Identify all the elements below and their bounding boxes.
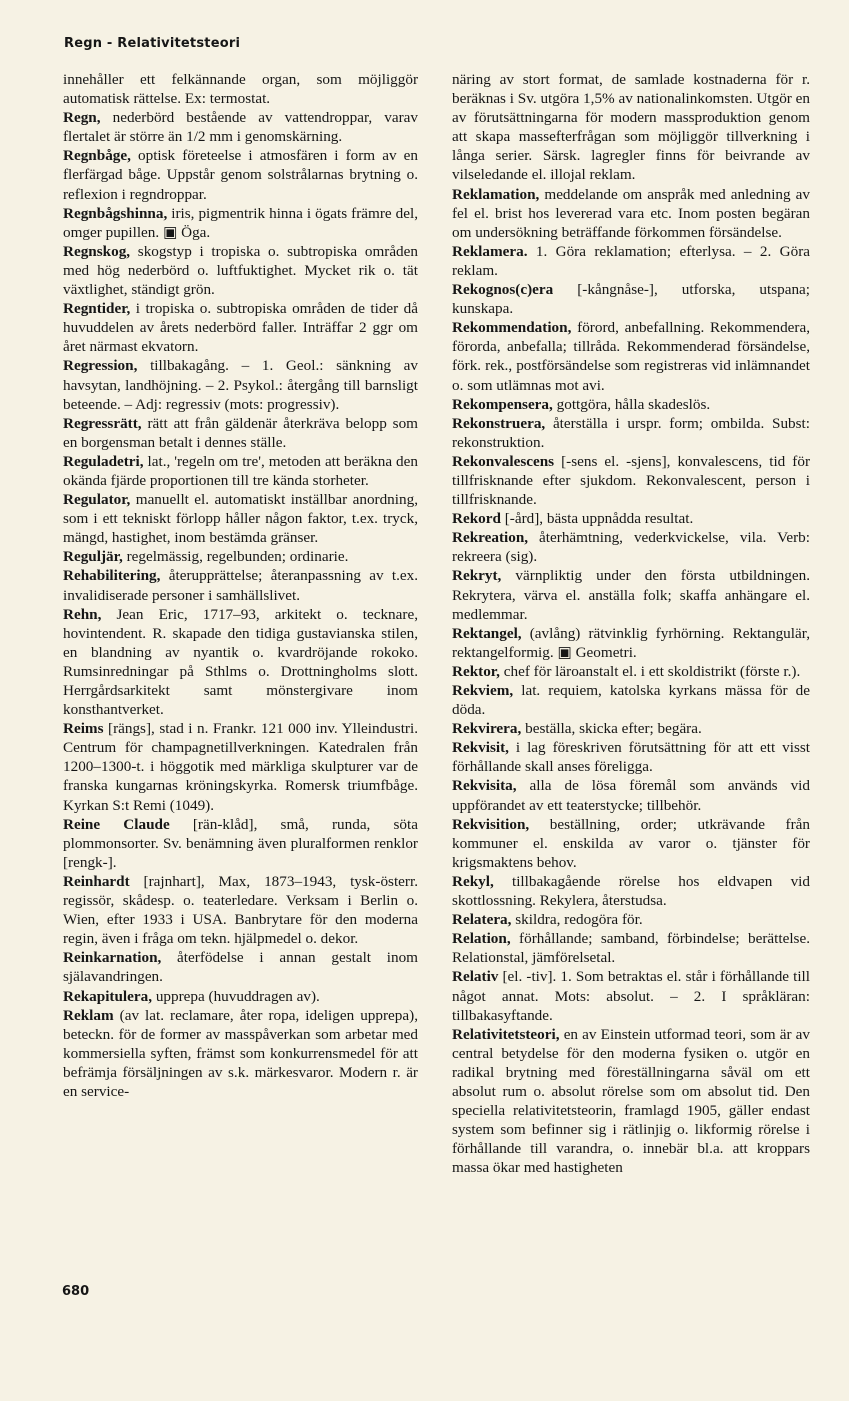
dictionary-entry bbox=[452, 509, 810, 528]
page-number: 680 bbox=[62, 1284, 90, 1299]
entry-headword: Rekyl, bbox=[452, 872, 494, 890]
entry-definition: (avlång) rätvinklig fyrhörning. Rektangulär, rektangelformig. ▣ Geometri. bbox=[452, 624, 810, 661]
entry-definition: optisk företeelse i atmosfären i form av en flerfärgad båge. Uppstår genom solstrålarnas brytning o. reflexion i regndroppar. bbox=[63, 147, 418, 203]
dictionary-entry bbox=[63, 490, 418, 547]
entry-headword: Relation, bbox=[452, 930, 511, 948]
dictionary-entry bbox=[452, 967, 810, 1024]
dictionary-entry bbox=[63, 299, 418, 356]
entry-headword: Rekognos(c)era bbox=[452, 281, 554, 299]
dictionary-entry bbox=[63, 605, 418, 720]
entry-definition: nederbörd bestående av vattendroppar, varav flertalet är större än 1/2 mm i genomskärning. bbox=[63, 109, 418, 146]
entry-headword: Reinkarnation, bbox=[63, 949, 162, 967]
dictionary-entry bbox=[452, 70, 810, 185]
entry-definition: [rän-klåd], små, runda, söta plommonsorter. Sv. benämning även pluralformen renklor [rengk-]. bbox=[63, 815, 418, 871]
entry-headword: Regression, bbox=[63, 357, 138, 375]
right-column bbox=[452, 70, 810, 1177]
entry-headword: Reklam bbox=[63, 1006, 114, 1024]
entry-headword: Reinhardt bbox=[63, 872, 130, 890]
entry-headword: Regn, bbox=[63, 109, 101, 127]
entry-definition: tillbakagång. – 1. Geol.: sänkning av havsytan, landhöjning. – 2. Psykol.: återgång till barnsligt beteende. – Adj: regressiv (mots: progressiv). bbox=[63, 357, 418, 413]
entry-definition: [rajnhart], Max, 1873–1943, tysk-österr. regissör, skådesp. o. teaterledare. Verksam i Berlin o. Wien, efter 1933 i USA. Banbrytare för den moderna regin, även i fråga om tekn. hjälpmedel o. dekor. bbox=[63, 872, 418, 948]
entry-definition: [-sens el. -sjens], konvalescens, tid för tillfrisknande efter sjukdom. Rekonvalescent, person i tillfrisknande. bbox=[452, 452, 810, 509]
entry-headword: Regntider, bbox=[63, 300, 131, 318]
entry-definition: rätt att från gäldenär återkräva belopp som en borgensman betalt i dennes ställe. bbox=[63, 414, 418, 451]
dictionary-entry bbox=[63, 108, 418, 146]
entry-headword: Rekapitulera, bbox=[63, 987, 153, 1005]
entry-definition: (av lat. reclamare, åter ropa, ideligen upprepa), beteckn. för de former av masspåverkan som arbetar med kommersiella syften, främst som konkurrensmedel för att befrämja försäljningen av s.k. märkesvaror. Modern r. är en service- bbox=[63, 1006, 418, 1100]
entry-headword: Rekvisit, bbox=[452, 739, 509, 757]
entry-definition: lat. requiem, katolska kyrkans mässa för de döda. bbox=[452, 682, 810, 719]
entry-headword: Rekompensera, bbox=[452, 395, 553, 413]
entry-headword: Relativitetsteori, bbox=[452, 1025, 560, 1043]
dictionary-entry bbox=[452, 738, 810, 776]
entry-definition: näring av stort format, de samlade kostnaderna för r. beräknas i Sv. utgöra 1,5% av nationalinkomsten. Utgör en av förutsättningarna för modern massproduktion genom att skapa massefterfrågan som möjliggör tillverkning i långa serier. Särsk. lagregler finns för beivrande av vilseledande el. illojal reklam. bbox=[452, 71, 810, 184]
entry-definition: [-ård], bästa uppnådda resultat. bbox=[500, 510, 694, 528]
dictionary-entry bbox=[63, 987, 418, 1006]
entry-headword: Regnbåge, bbox=[63, 147, 131, 165]
entry-headword: Rehn, bbox=[63, 605, 102, 623]
dictionary-entry bbox=[452, 566, 810, 623]
entry-definition: skogstyp i tropiska o. subtropiska områden med hög nederbörd o. luftfuktighet. Mycket rik o. tät växtlighet, ständigt grön. bbox=[63, 242, 418, 299]
entry-definition: värnpliktig under den första utbildningen. Rekrytera, värva el. anställa folk; skaffa anhängare el. medlemmar. bbox=[452, 567, 810, 623]
dictionary-entry bbox=[452, 929, 810, 967]
entry-definition: 1. Göra reklamation; efterlysa. – 2. Göra reklam. bbox=[452, 242, 810, 279]
entry-headword: Relatera, bbox=[452, 911, 512, 929]
entry-headword: Rekonvalescens bbox=[452, 452, 555, 470]
entry-headword: Reims bbox=[63, 720, 104, 738]
dictionary-entry bbox=[63, 414, 418, 452]
entry-headword: Rekord bbox=[452, 510, 501, 528]
left-column bbox=[63, 70, 418, 1101]
entry-definition: Jean Eric, 1717–93, arkitekt o. tecknare, hovintendent. R. skapade den tidiga gustavianska stilen, en blandning av nyantik o. kvardröjande rokoko. Rumsinredningar på Sthlms o. Drottningholms slott. Herrgårdsarkitekt samt mönstergivare inom konsthantverket. bbox=[63, 605, 418, 719]
dictionary-entry bbox=[452, 395, 810, 414]
entry-definition: upprepa (huvuddragen av). bbox=[152, 987, 320, 1005]
entry-headword: Reine Claude bbox=[63, 815, 170, 833]
entry-definition: lat., 'regeln om tre', metoden att beräkna den okända fjärde proportionen till tre kända storheter. bbox=[63, 452, 418, 489]
entry-definition: förhållande; samband, förbindelse; berättelse. Relationstal, jämförelsetal. bbox=[452, 930, 810, 967]
entry-headword: Rekryt, bbox=[452, 567, 502, 585]
entry-headword: Rehabilitering, bbox=[63, 567, 161, 585]
dictionary-entry bbox=[452, 185, 810, 242]
entry-headword: Rekvisition, bbox=[452, 815, 530, 833]
entry-definition: återupprättelse; återanpassning av t.ex. invalidiserade personer i samhällslivet. bbox=[63, 567, 418, 604]
entry-headword: Rekviem, bbox=[452, 682, 514, 699]
entry-definition: beställning, order; utkrävande från kommuner el. enskilda av varor o. tjänster för krigsmaktens behov. bbox=[452, 815, 810, 871]
entry-headword: Rekvirera, bbox=[452, 720, 522, 738]
entry-headword: Regnbågshinna, bbox=[63, 204, 168, 222]
entry-headword: Reguljär, bbox=[63, 548, 123, 566]
dictionary-entry bbox=[452, 318, 810, 394]
entry-headword: Rektor, bbox=[452, 662, 500, 680]
entry-headword: Regulator, bbox=[63, 491, 131, 509]
entry-definition: [el. -tiv]. 1. Som betraktas el. står i förhållande till något annat. Mots: absolut. – 2. I språkläran: tillbakasyftande. bbox=[452, 968, 810, 1024]
dictionary-entry bbox=[452, 280, 810, 318]
dictionary-entry bbox=[63, 815, 418, 872]
entry-definition: [rängs], stad i n. Frankr. 121 000 inv. Ylleindustri. Centrum för champagnetillverkningen. Katedralen från 1200–1300-t. i höggotik med märkliga skulpturer var de franska kungarnas kröningskyrka. Romersk triumfbåge. Kyrkan S:t Remi (1049). bbox=[63, 720, 418, 814]
entry-definition: återhämtning, vederkvickelse, vila. Verb: rekreera (sig). bbox=[452, 529, 810, 566]
running-head: Regn - Relativitetsteori bbox=[64, 36, 241, 51]
entry-definition: i lag föreskriven förutsättning för att ett visst förhållande skall anses föreligga. bbox=[452, 739, 810, 776]
dictionary-entry bbox=[63, 547, 418, 566]
dictionary-entry bbox=[452, 719, 810, 738]
entry-definition: meddelande om anspråk med anledning av fel el. brist hos levererad vara etc. Inom posten begäran om undersökning beträffande förkommen försändelse. bbox=[452, 185, 810, 241]
dictionary-entry bbox=[452, 776, 810, 814]
dictionary-entry bbox=[63, 356, 418, 413]
dictionary-entry bbox=[63, 70, 418, 108]
dictionary-entry bbox=[452, 662, 810, 681]
dictionary-entry bbox=[63, 452, 418, 490]
dictionary-entry bbox=[452, 624, 810, 662]
dictionary-entry bbox=[452, 681, 810, 719]
entry-definition: tillbakagående rörelse hos eldvapen vid skottlossning. Rekylera, återstudsa. bbox=[452, 872, 810, 910]
dictionary-entry bbox=[452, 242, 810, 280]
entry-definition: regelmässig, regelbunden; ordinarie. bbox=[122, 548, 349, 566]
entry-headword: Regressrätt, bbox=[63, 414, 142, 432]
entry-definition: återfödelse i annan gestalt inom själavandringen. bbox=[63, 949, 418, 986]
entry-definition: alla de lösa föremål som används vid uppförandet av ett teaterstycke; tillbehör. bbox=[452, 777, 810, 814]
entry-definition: skildra, redogöra för. bbox=[511, 911, 643, 929]
dictionary-entry bbox=[63, 146, 418, 203]
dictionary-entry bbox=[63, 1006, 418, 1101]
entry-definition: iris, pigmentrik hinna i ögats främre del, omger pupillen. ▣ Öga. bbox=[63, 204, 418, 241]
entry-definition: manuellt el. automatiskt inställbar anordning, som i ett tekniskt förlopp håller någon faktor, t.ex. tryck, mängd, hastighet, inom bestämda gränser. bbox=[63, 491, 418, 547]
entry-headword: Relativ bbox=[452, 968, 499, 986]
entry-definition: i tropiska o. subtropiska områden de tider då huvuddelen av årets nederbörd faller. Inträffar 2 ggr om året närmast ekvatorn. bbox=[63, 300, 418, 356]
entry-definition: förord, anbefallning. Rekommendera, förorda, anbefalla; tillråda. Rekommenderad försändelse, förk. rek., postförsändelse som registreras vid inlämnandet o. som utlämnas mot avi. bbox=[452, 319, 810, 394]
entry-headword: Rekommendation, bbox=[452, 319, 572, 337]
entry-headword: Rekreation, bbox=[452, 529, 529, 547]
dictionary-entry bbox=[63, 242, 418, 299]
entry-definition: återställa i urspr. form; ombilda. Subst: rekonstruktion. bbox=[452, 414, 810, 451]
entry-definition: en av Einstein utformad teori, som är av central betydelse för den moderna fysiken o. utgör en radikal brytning med föreställningarna såväl om ett absolut rum o. absolut rörelse som om absolut tid. Den speciella relativitetsteorin, framlagd 1905, gäller endast system som befinner sig i rätlinjig o. likformig rörelse i förhållande till varandra, o. innebär bl.a. att kroppars massa ökar med hastigheten bbox=[452, 1025, 810, 1177]
entry-headword: Reklamera. bbox=[452, 242, 528, 260]
entry-definition: chef för läroanstalt el. i ett skoldistrikt (förste r.). bbox=[499, 662, 801, 680]
entry-headword: Rekonstruera, bbox=[452, 414, 546, 432]
entry-headword: Rekvisita, bbox=[452, 777, 517, 795]
dictionary-entry bbox=[452, 1025, 810, 1178]
entry-headword: Reguladetri, bbox=[63, 452, 144, 470]
dictionary-entry bbox=[452, 414, 810, 452]
entry-headword: Regnskog, bbox=[63, 242, 131, 260]
dictionary-entry bbox=[63, 948, 418, 986]
dictionary-entry bbox=[63, 204, 418, 242]
entry-headword: Reklamation, bbox=[452, 185, 540, 203]
dictionary-entry bbox=[63, 872, 418, 948]
dictionary-entry bbox=[452, 910, 810, 929]
dictionary-entry bbox=[452, 528, 810, 566]
entry-definition: innehåller ett felkännande organ, som möjliggör automatisk rättelse. Ex: termostat. bbox=[63, 71, 418, 108]
entry-headword: Rektangel, bbox=[452, 624, 522, 642]
dictionary-entry bbox=[63, 566, 418, 604]
entry-definition: beställa, skicka efter; begära. bbox=[521, 720, 702, 738]
entry-definition: [-kångnåse-], utforska, utspana; kunskapa. bbox=[452, 281, 810, 318]
dictionary-entry bbox=[452, 872, 810, 910]
dictionary-entry bbox=[63, 719, 418, 814]
entry-definition: gottgöra, hålla skadeslös. bbox=[552, 395, 711, 413]
dictionary-entry bbox=[452, 815, 810, 872]
dictionary-entry bbox=[452, 452, 810, 509]
